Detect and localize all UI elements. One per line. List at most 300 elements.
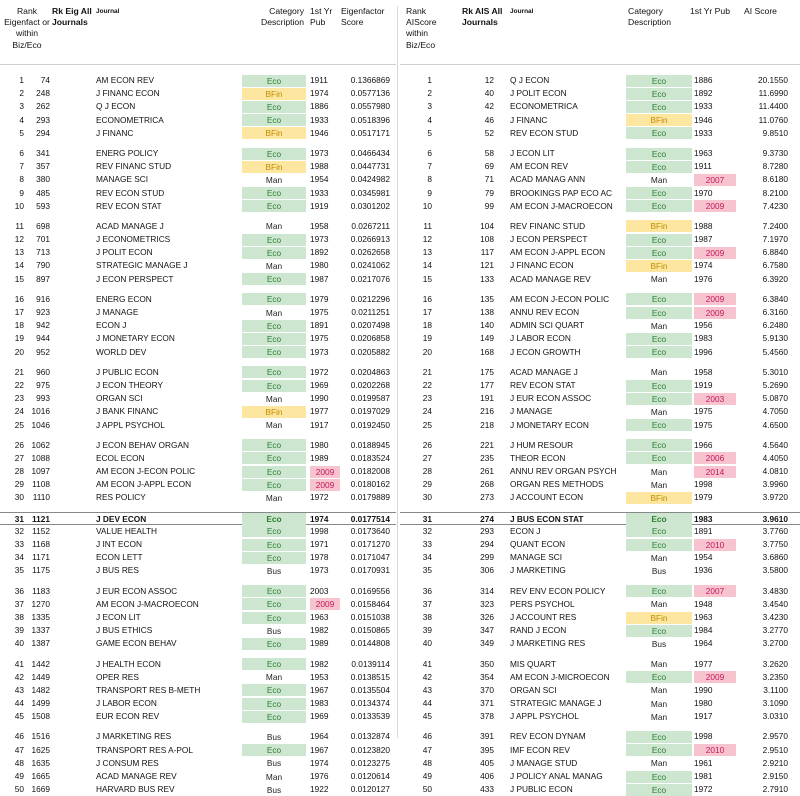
rank-cell: 45 <box>422 711 432 722</box>
rank-cell: 21 <box>14 366 24 377</box>
table-row <box>0 491 396 504</box>
year-cell: 2003 <box>310 585 329 596</box>
year-cell: 1975 <box>694 406 713 417</box>
table-row <box>400 624 800 637</box>
score-cell: 0.0120127 <box>350 784 390 795</box>
rank-all-cell: 104 <box>480 220 494 231</box>
table-row <box>400 173 800 186</box>
score-cell: 3.2350 <box>762 671 788 682</box>
score-cell: 6.7580 <box>762 260 788 271</box>
rank-all-cell: 133 <box>480 273 494 284</box>
journal-cell: ECONOMETRICA <box>96 114 164 125</box>
score-cell: 8.7280 <box>762 161 788 172</box>
rank-cell: 46 <box>422 731 432 742</box>
score-cell: 0.0151038 <box>350 611 390 622</box>
score-cell: 0.0424982 <box>350 174 390 185</box>
rank-all-cell: 1442 <box>31 658 50 669</box>
category-cell: Eco <box>626 393 692 405</box>
category-cell: Bus <box>651 638 667 649</box>
score-cell: 0.0138515 <box>350 671 390 682</box>
year-cell: 2007 <box>694 585 736 597</box>
journal-cell: J ECON LIT <box>96 611 141 622</box>
table-row <box>400 114 800 127</box>
year-cell: 1970 <box>694 187 713 198</box>
table-row <box>0 127 396 140</box>
year-cell: 1966 <box>694 439 713 450</box>
aiscore-header <box>400 6 800 65</box>
year-cell: 1954 <box>694 552 713 563</box>
journal-cell: J MANAGE STUD <box>510 757 578 768</box>
table-row <box>0 147 396 160</box>
journal-cell: AM ECON J-MICROECON <box>510 671 610 682</box>
rank-all-cell: 294 <box>36 127 50 138</box>
table-row <box>400 611 800 624</box>
rank-cell: 8 <box>427 174 432 185</box>
score-cell: 0.0262658 <box>350 247 390 258</box>
journal-cell: QUANT ECON <box>510 539 566 549</box>
rank-cell: 49 <box>14 771 24 781</box>
score-cell: 0.0207498 <box>350 320 390 331</box>
journal-cell: BROOKINGS PAP ECO AC <box>510 187 613 198</box>
rank-cell: 33 <box>422 539 432 549</box>
header-journal: Journal <box>510 8 534 15</box>
rank-cell: 24 <box>422 406 432 417</box>
table-row <box>400 405 800 418</box>
category-cell: Bus <box>266 784 282 795</box>
table-row <box>400 671 800 684</box>
table-row <box>400 538 800 551</box>
journal-cell: J ECON PERSPECT <box>510 234 588 245</box>
header-rank: Rank AIScore within Biz/Eco <box>406 6 437 50</box>
rank-all-cell: 40 <box>484 88 494 99</box>
year-cell: 1980 <box>694 698 713 709</box>
table-row <box>400 74 800 87</box>
table-row <box>400 710 800 723</box>
journal-cell: J ECON THEORY <box>96 379 164 390</box>
category-cell: Eco <box>626 513 692 525</box>
rank-cell: 4 <box>427 114 432 125</box>
year-cell: 1933 <box>694 101 713 112</box>
score-cell: 6.8840 <box>762 247 788 258</box>
rank-cell: 23 <box>14 393 24 404</box>
rank-cell: 47 <box>422 744 432 755</box>
journal-cell: REV ECON STAT <box>96 200 162 211</box>
rank-cell: 43 <box>14 684 24 695</box>
journal-cell: J BUS ECON STAT <box>510 513 584 524</box>
year-cell: 1933 <box>310 187 329 198</box>
year-cell: 1886 <box>310 101 329 112</box>
table-row <box>0 87 396 100</box>
rank-all-cell: 1508 <box>31 711 50 722</box>
score-cell: 0.0202268 <box>350 379 390 390</box>
rank-all-cell: 1108 <box>32 479 50 490</box>
category-cell: Eco <box>626 585 692 597</box>
journal-cell: REV FINANC STUD <box>96 161 172 172</box>
category-cell: Eco <box>242 114 306 126</box>
journal-cell: AM ECON J-ECON POLIC <box>96 466 196 477</box>
rank-cell: 5 <box>427 127 432 138</box>
table-row <box>0 74 396 87</box>
score-cell: 3.2700 <box>762 638 788 649</box>
category-cell: Eco <box>242 452 306 464</box>
category-cell: Man <box>650 552 668 563</box>
rank-all-cell: 12 <box>484 75 494 85</box>
year-cell: 1971 <box>310 539 329 549</box>
journal-cell: ECONOMETRICA <box>510 101 578 112</box>
table-row <box>0 273 396 286</box>
rank-cell: 21 <box>422 366 432 377</box>
score-cell: 4.5640 <box>762 439 788 450</box>
rank-all-cell: 42 <box>484 101 494 112</box>
category-cell: Eco <box>626 88 692 100</box>
journal-cell: J POLIT ECON <box>96 247 153 258</box>
score-cell: 3.4830 <box>762 585 788 596</box>
rank-all-cell: 923 <box>36 307 50 317</box>
rank-all-cell: 314 <box>480 585 494 596</box>
table-row <box>0 439 396 452</box>
rank-all-cell: 944 <box>36 333 50 344</box>
category-cell: Eco <box>626 333 692 345</box>
year-cell: 1975 <box>310 307 329 317</box>
journal-cell: ENERG ECON <box>96 293 152 304</box>
year-cell: 1990 <box>310 393 329 404</box>
table-row <box>0 658 396 671</box>
journal-cell: ACAD MANAGE REV <box>96 771 177 781</box>
category-cell: Man <box>650 659 668 670</box>
rank-cell: 32 <box>422 525 432 536</box>
rank-cell: 20 <box>422 346 432 357</box>
rank-all-cell: 293 <box>480 525 494 536</box>
journal-cell: ORGAN RES METHODS <box>510 479 604 490</box>
journal-cell: REV ECON DYNAM <box>510 731 586 742</box>
journal-cell: J LABOR ECON <box>96 698 157 709</box>
rank-all-cell: 1016 <box>31 406 50 417</box>
journal-cell: ACAD MANAGE J <box>510 366 578 377</box>
category-cell: Eco <box>242 466 306 478</box>
rank-cell: 18 <box>422 320 432 331</box>
table-row <box>0 624 396 637</box>
score-cell: 0.0170931 <box>350 565 390 576</box>
table-row <box>0 246 396 259</box>
category-cell: Eco <box>626 234 692 246</box>
header-score: Eigenfactor Score <box>341 6 385 28</box>
year-cell: 1969 <box>310 379 329 390</box>
table-row <box>400 512 800 525</box>
rank-all-cell: 191 <box>480 393 494 404</box>
rank-cell: 24 <box>14 406 24 417</box>
category-cell: Eco <box>626 671 692 683</box>
category-cell: Eco <box>242 711 306 723</box>
rank-all-cell: 1168 <box>32 539 50 549</box>
header-year: 1st Yr Pub <box>690 6 730 16</box>
score-cell: 0.0518396 <box>350 114 390 125</box>
journal-cell: RAND J ECON <box>510 625 567 636</box>
table-row <box>0 200 396 213</box>
category-cell: Eco <box>242 525 306 537</box>
rank-cell: 50 <box>14 784 24 795</box>
rank-cell: 38 <box>14 611 24 622</box>
category-cell: Eco <box>242 234 306 246</box>
score-cell: 0.0212296 <box>350 293 390 304</box>
journal-cell: J MONETARY ECON <box>96 333 175 344</box>
rank-cell: 40 <box>14 638 24 649</box>
year-cell: 1974 <box>694 260 713 271</box>
year-cell: 2009 <box>310 466 340 478</box>
category-cell: BFin <box>626 492 692 504</box>
year-cell: 2010 <box>694 744 736 756</box>
category-cell: Eco <box>626 200 692 212</box>
journal-cell: J APPL PSYCHOL <box>510 711 579 722</box>
score-cell: 3.2620 <box>762 658 788 669</box>
rank-cell: 2 <box>19 88 24 99</box>
rank-cell: 10 <box>422 200 432 211</box>
rank-all-cell: 108 <box>480 234 494 245</box>
rank-cell: 41 <box>422 658 432 669</box>
rank-cell: 48 <box>14 757 24 768</box>
year-cell: 1977 <box>310 406 329 417</box>
year-cell: 2009 <box>310 479 340 491</box>
rank-cell: 29 <box>422 479 432 490</box>
category-cell: Eco <box>242 148 306 160</box>
rank-cell: 8 <box>19 174 24 185</box>
rank-all-cell: 916 <box>36 293 50 304</box>
journal-cell: GAME ECON BEHAV <box>96 638 177 649</box>
journal-cell: J ECON GROWTH <box>510 346 581 357</box>
score-cell: 2.9210 <box>762 757 788 768</box>
table-row <box>400 259 800 272</box>
year-cell: 1975 <box>310 333 329 344</box>
rank-all-cell: 1635 <box>31 757 50 768</box>
table-row <box>0 710 396 723</box>
year-cell: 1922 <box>310 784 329 795</box>
rank-all-cell: 52 <box>484 127 494 138</box>
score-cell: 11.6990 <box>758 88 788 99</box>
year-cell: 1933 <box>310 114 329 125</box>
rank-all-cell: 46 <box>484 114 494 125</box>
table-row <box>0 319 396 332</box>
journal-cell: J FINANC <box>510 114 548 125</box>
score-cell: 3.5800 <box>762 565 788 576</box>
category-cell: Eco <box>626 75 692 87</box>
journal-cell: J BUS ETHICS <box>96 625 153 636</box>
journal-cell: THEOR ECON <box>510 452 566 463</box>
header-rk-all: Rk Eig All Journals <box>52 6 92 28</box>
journal-cell: STRATEGIC MANAGE J <box>510 698 602 709</box>
score-cell: 0.0345981 <box>350 187 390 198</box>
rank-all-cell: 395 <box>480 744 494 755</box>
year-cell: 2007 <box>694 174 736 186</box>
table-row <box>400 684 800 697</box>
header-category: Category Description <box>261 6 304 28</box>
score-cell: 5.3010 <box>762 366 788 377</box>
table-row <box>400 598 800 611</box>
table-row <box>400 491 800 504</box>
score-cell: 0.0171047 <box>350 552 390 563</box>
category-cell: Eco <box>626 784 692 796</box>
category-cell: Eco <box>242 273 306 285</box>
rank-cell: 12 <box>422 234 432 245</box>
score-cell: 0.0144808 <box>350 638 390 649</box>
rank-all-cell: 349 <box>480 638 494 649</box>
table-row <box>0 757 396 770</box>
year-cell: 1892 <box>310 247 329 258</box>
journal-cell: AM ECON REV <box>510 161 569 172</box>
score-cell: 5.0870 <box>762 393 788 404</box>
table-row <box>0 770 396 783</box>
year-cell: 1976 <box>694 273 713 284</box>
rank-cell: 19 <box>14 333 24 344</box>
rank-all-cell: 175 <box>480 366 494 377</box>
journal-cell: ANNU REV ORGAN PSYCH <box>510 466 617 477</box>
journal-cell: ORGAN SCI <box>96 393 143 404</box>
rank-all-cell: 135 <box>480 293 494 304</box>
year-cell: 1892 <box>694 88 713 99</box>
rank-all-cell: 71 <box>484 174 494 185</box>
rank-cell: 39 <box>422 625 432 636</box>
rank-cell: 1 <box>427 75 432 85</box>
table-row <box>400 246 800 259</box>
rank-cell: 50 <box>422 784 432 795</box>
rank-all-cell: 99 <box>484 200 494 211</box>
category-cell: Bus <box>266 732 282 743</box>
rank-all-cell: 299 <box>480 552 494 563</box>
rank-all-cell: 713 <box>36 247 50 258</box>
journal-cell: J BUS RES <box>96 565 139 576</box>
category-cell: Man <box>265 672 283 683</box>
rank-cell: 27 <box>14 452 24 463</box>
category-cell: Eco <box>626 247 692 259</box>
category-cell: Man <box>265 420 283 431</box>
year-cell: 1956 <box>694 320 713 331</box>
year-cell: 1975 <box>694 419 713 430</box>
rank-all-cell: 897 <box>36 273 50 284</box>
rank-all-cell: 1482 <box>31 684 50 695</box>
rank-all-cell: 701 <box>36 234 50 245</box>
rank-all-cell: 274 <box>480 513 494 524</box>
year-cell: 1988 <box>310 161 329 172</box>
category-cell: Eco <box>626 625 692 637</box>
table-row <box>400 306 800 319</box>
score-cell: 8.6180 <box>762 174 788 185</box>
score-cell: 5.2690 <box>762 379 788 390</box>
journal-cell: OPER RES <box>96 671 139 682</box>
score-cell: 0.0182008 <box>350 466 390 477</box>
score-cell: 3.9960 <box>762 479 788 490</box>
journal-cell: J POLICY ANAL MANAG <box>510 771 603 781</box>
category-cell: Eco <box>626 380 692 392</box>
year-cell: 1980 <box>310 260 329 271</box>
table-row <box>0 551 396 564</box>
table-row <box>400 637 800 650</box>
rank-all-cell: 273 <box>480 492 494 503</box>
table-row <box>400 658 800 671</box>
category-cell: Eco <box>626 452 692 464</box>
table-row <box>0 100 396 113</box>
year-cell: 1973 <box>310 147 329 158</box>
score-cell: 2.7910 <box>762 784 788 795</box>
year-cell: 1989 <box>310 638 329 649</box>
rank-cell: 14 <box>422 260 432 271</box>
score-cell: 3.6860 <box>762 552 788 563</box>
table-row <box>400 346 800 359</box>
table-row <box>400 332 800 345</box>
rank-all-cell: 326 <box>480 611 494 622</box>
rank-cell: 1 <box>19 75 24 85</box>
table-row <box>0 452 396 465</box>
score-cell: 11.4400 <box>758 101 788 112</box>
category-cell: Man <box>650 698 668 709</box>
journal-cell: J FINANC <box>96 127 134 138</box>
rank-cell: 49 <box>422 771 432 781</box>
category-cell: Eco <box>626 771 692 783</box>
table-row <box>0 730 396 743</box>
aiscore-rows <box>400 74 800 796</box>
score-cell: 0.1366869 <box>350 75 390 85</box>
rank-all-cell: 341 <box>36 147 50 158</box>
year-cell: 1886 <box>694 75 713 85</box>
year-cell: 1981 <box>694 771 713 781</box>
table-row <box>0 187 396 200</box>
category-cell: Eco <box>242 320 306 332</box>
rank-all-cell: 306 <box>480 565 494 576</box>
rank-cell: 26 <box>14 439 24 450</box>
rank-cell: 38 <box>422 611 432 622</box>
journal-cell: AM ECON J-APPL ECON <box>96 479 192 490</box>
year-cell: 1978 <box>310 552 329 563</box>
rank-cell: 25 <box>14 419 24 430</box>
year-cell: 1987 <box>694 234 713 245</box>
category-cell: Eco <box>242 479 306 491</box>
score-cell: 0.0199587 <box>350 393 390 404</box>
rank-cell: 43 <box>422 684 432 695</box>
year-cell: 1998 <box>694 479 713 490</box>
table-row <box>0 465 396 478</box>
category-cell: Man <box>265 261 283 272</box>
journal-cell: J HUM RESOUR <box>510 439 574 450</box>
rank-all-cell: 216 <box>480 406 494 417</box>
table-row <box>400 293 800 306</box>
rank-cell: 33 <box>14 539 24 549</box>
journal-cell: ACAD MANAGE J <box>96 220 164 231</box>
category-cell: Eco <box>242 552 306 564</box>
score-cell: 9.8510 <box>762 127 788 138</box>
rank-all-cell: 149 <box>480 333 494 344</box>
journal-cell: AM ECON J-APPL ECON <box>510 247 606 258</box>
score-cell: 0.0557980 <box>350 101 390 112</box>
rank-all-cell: 248 <box>36 88 50 99</box>
category-cell: Eco <box>242 380 306 392</box>
rank-all-cell: 975 <box>36 379 50 390</box>
rank-all-cell: 1175 <box>32 565 50 576</box>
rank-all-cell: 1183 <box>32 585 50 596</box>
year-cell: 1980 <box>310 439 329 450</box>
rank-cell: 28 <box>422 466 432 477</box>
score-cell: 3.2770 <box>762 625 788 636</box>
rank-all-cell: 370 <box>480 684 494 695</box>
category-cell: Eco <box>626 293 692 305</box>
rank-cell: 23 <box>422 393 432 404</box>
rank-all-cell: 268 <box>480 479 494 490</box>
journal-cell: ADMIN SCI QUART <box>510 320 585 331</box>
rank-all-cell: 1046 <box>31 419 50 430</box>
journal-cell: VALUE HEALTH <box>96 525 158 536</box>
table-row <box>0 259 396 272</box>
table-row <box>400 220 800 233</box>
category-cell: Eco <box>626 187 692 199</box>
category-cell: Eco <box>242 293 306 305</box>
year-cell: 1972 <box>310 492 329 503</box>
category-cell: Eco <box>242 612 306 624</box>
